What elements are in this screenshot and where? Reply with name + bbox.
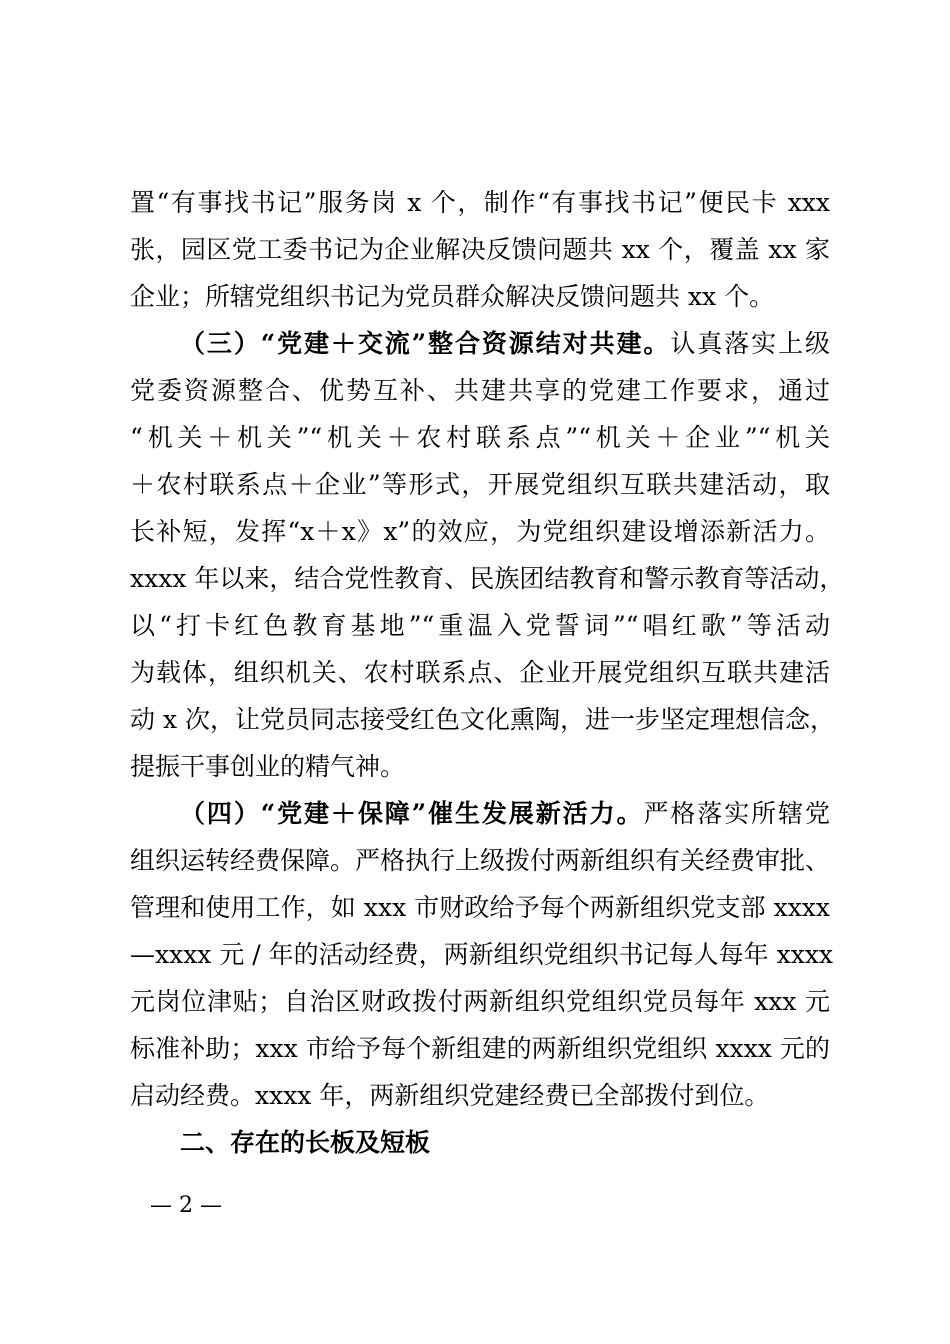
paragraph-2-line-6: 以“打卡红色教育基地”“重温入党誓词”“唱红歌”等活动 [130, 611, 830, 640]
paragraph-2-heading: （三）“党建＋交流”整合资源结对共建。 [180, 329, 671, 358]
paragraph-2-line-9: 提振干事创业的精气神。 [130, 752, 406, 781]
paragraph-2-lead-line [180, 329, 830, 359]
paragraph-3-lead-line [180, 799, 830, 829]
page-number: — 2 — [150, 1193, 222, 1218]
paragraph-3-line-4: 元岗位津贴；自治区财政拨付两新组织党组织党员每年 xxx 元 [130, 987, 830, 1016]
paragraph-2-line-5: xxxx 年以来，结合党性教育、民族团结教育和警示教育等活动， [130, 564, 845, 593]
paragraph-3-line-2: 管理和使用工作，如 xxx 市财政给予每个两新组织党支部 xxxx [130, 893, 830, 922]
paragraph-2-lead-text: 认真落实上级 [670, 329, 830, 358]
paragraph-3-heading: （四）“党建＋保障”催生发展新活力。 [180, 799, 644, 828]
paragraph-2-line-3: ＋农村联系点＋企业”等形式，开展党组织互联共建活动，取 [130, 470, 830, 499]
paragraph-1-line-3: 企业；所辖党组织书记为党员群众解决反馈问题共 xx 个。 [130, 282, 775, 311]
paragraph-3-lead-text: 严格落实所辖党 [643, 799, 830, 828]
paragraph-1-line-1: 置“有事找书记”服务岗 x 个，制作“有事找书记”便民卡 xxx [130, 188, 830, 217]
paragraph-1-line-2: 张，园区党工委书记为企业解决反馈问题共 xx 个，覆盖 xx 家 [130, 235, 830, 264]
paragraph-2-line-1: 党委资源整合、优势互补、共建共享的党建工作要求，通过 [130, 376, 830, 405]
paragraph-2-line-4: 长补短，发挥“x＋x》x”的效应，为党组织建设增添新活力。 [130, 517, 830, 546]
paragraph-3-line-1: 组织运转经费保障。严格执行上级拨付两新组织有关经费审批、 [130, 846, 831, 875]
paragraph-3-line-5: 标准补助；xxx 市给予每个新组建的两新组织党组织 xxxx 元的 [130, 1034, 830, 1063]
paragraph-3-line-3: —xxxx 元 / 年的活动经费，两新组织党组织书记每人每年 xxxx [130, 940, 834, 969]
paragraph-2-line-7: 为载体，组织机关、农村联系点、企业开展党组织互联共建活 [130, 658, 830, 687]
paragraph-2-line-2: “机关＋机关”“机关＋农村联系点”“机关＋企业”“机关 [130, 423, 830, 452]
section-heading: 二、存在的长板及短板 [180, 1128, 431, 1157]
paragraph-2-line-8: 动 x 次，让党员同志接受红色文化熏陶，进一步坚定理想信念， [130, 705, 835, 734]
paragraph-3-line-6: 启动经费。xxxx 年，两新组织党建经费已全部拨付到位。 [130, 1081, 770, 1110]
